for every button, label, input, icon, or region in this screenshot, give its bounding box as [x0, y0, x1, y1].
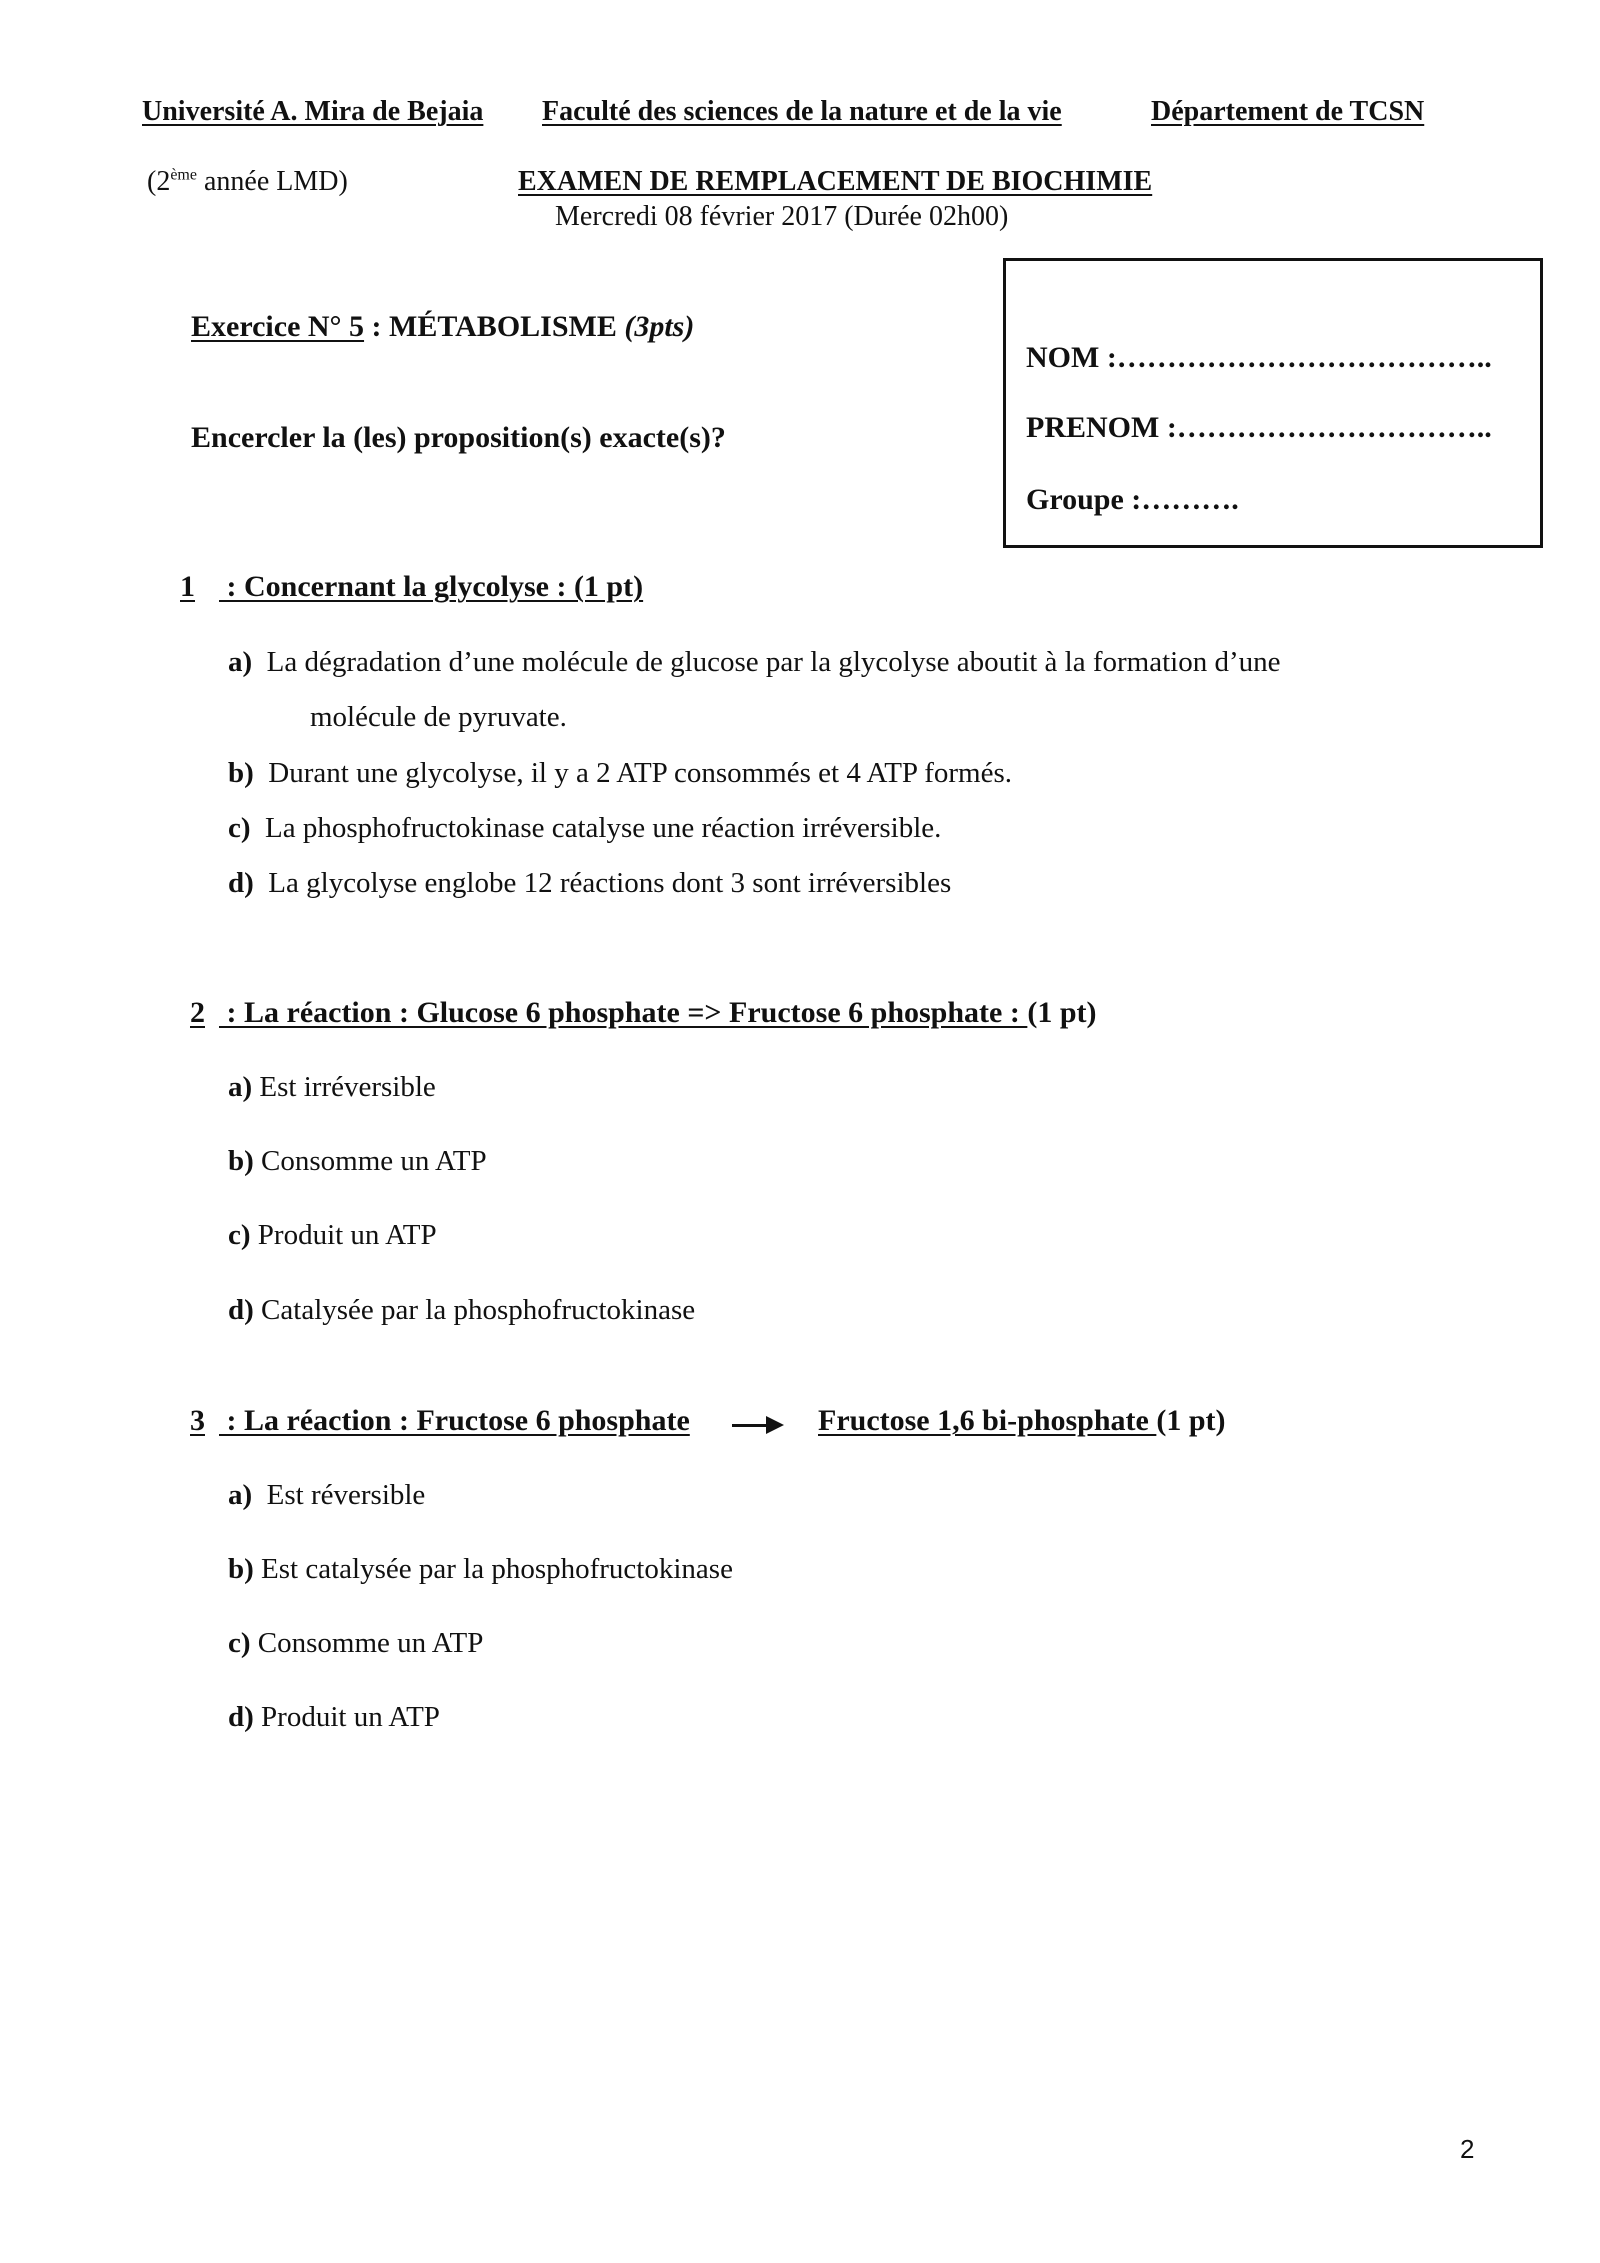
exercise-instruction: Encercler la (les) proposition(s) exacte(s)?	[191, 421, 726, 454]
q1-option-b[interactable]: b) Durant une glycolyse, il y a 2 ATP consommés et 4 ATP formés.	[228, 757, 1013, 789]
exam-title: EXAMEN DE REMPLACEMENT DE BIOCHIMIE	[518, 166, 1153, 197]
question-2-title: 2 : La réaction : Glucose 6 phosphate => Fructose 6 phosphate : (1 pt)	[190, 996, 1097, 1029]
groupe-field[interactable]: Groupe :……….	[1026, 483, 1239, 516]
q3-option-a[interactable]: a) Est réversible	[228, 1479, 426, 1511]
q3-option-d[interactable]: d) Produit un ATP	[228, 1701, 440, 1733]
q2-option-c[interactable]: c) Produit un ATP	[228, 1219, 437, 1251]
q2-option-a[interactable]: a) Est irréversible	[228, 1071, 436, 1103]
department-name: Département de TCSN	[1151, 96, 1425, 127]
question-3-title-product: Fructose 1,6 bi-phosphate (1 pt)	[818, 1404, 1226, 1437]
q2-option-d[interactable]: d) Catalysée par la phosphofructokinase	[228, 1294, 696, 1326]
prenom-field[interactable]: PRENOM :…………………………..	[1026, 411, 1492, 444]
student-identity-box	[1003, 258, 1543, 548]
question-1-title: 1 : Concernant la glycolyse : (1 pt)	[180, 570, 644, 603]
q2-option-b[interactable]: b) Consomme un ATP	[228, 1145, 487, 1177]
university-name: Université A. Mira de Bejaia	[142, 96, 484, 127]
q1-option-d[interactable]: d) La glycolyse englobe 12 réactions dont 3 sont irréversibles	[228, 867, 952, 899]
q1-option-a-continued: molécule de pyruvate.	[310, 701, 567, 733]
q3-option-b[interactable]: b) Est catalysée par la phosphofructokinase	[228, 1553, 733, 1585]
nom-field[interactable]: NOM :………………………………..	[1026, 341, 1492, 374]
reaction-arrow-icon	[766, 1416, 784, 1434]
q1-option-a[interactable]: a) La dégradation d’une molécule de glucose par la glycolyse aboutit à la formation d’une	[228, 646, 1281, 678]
question-3-title: 3 : La réaction : Fructose 6 phosphate	[190, 1404, 690, 1437]
faculty-name: Faculté des sciences de la nature et de la vie	[542, 96, 1062, 127]
page-number: 2	[1460, 2134, 1475, 2164]
q3-option-c[interactable]: c) Consomme un ATP	[228, 1627, 484, 1659]
exam-date: Mercredi 08 février 2017 (Durée 02h00)	[555, 201, 1009, 232]
q1-option-c[interactable]: c) La phosphofructokinase catalyse une réaction irréversible.	[228, 812, 942, 844]
year-level: (2ème année LMD)	[147, 166, 348, 197]
exercise-title: Exercice N° 5 : MÉTABOLISME (3pts)	[191, 310, 695, 343]
